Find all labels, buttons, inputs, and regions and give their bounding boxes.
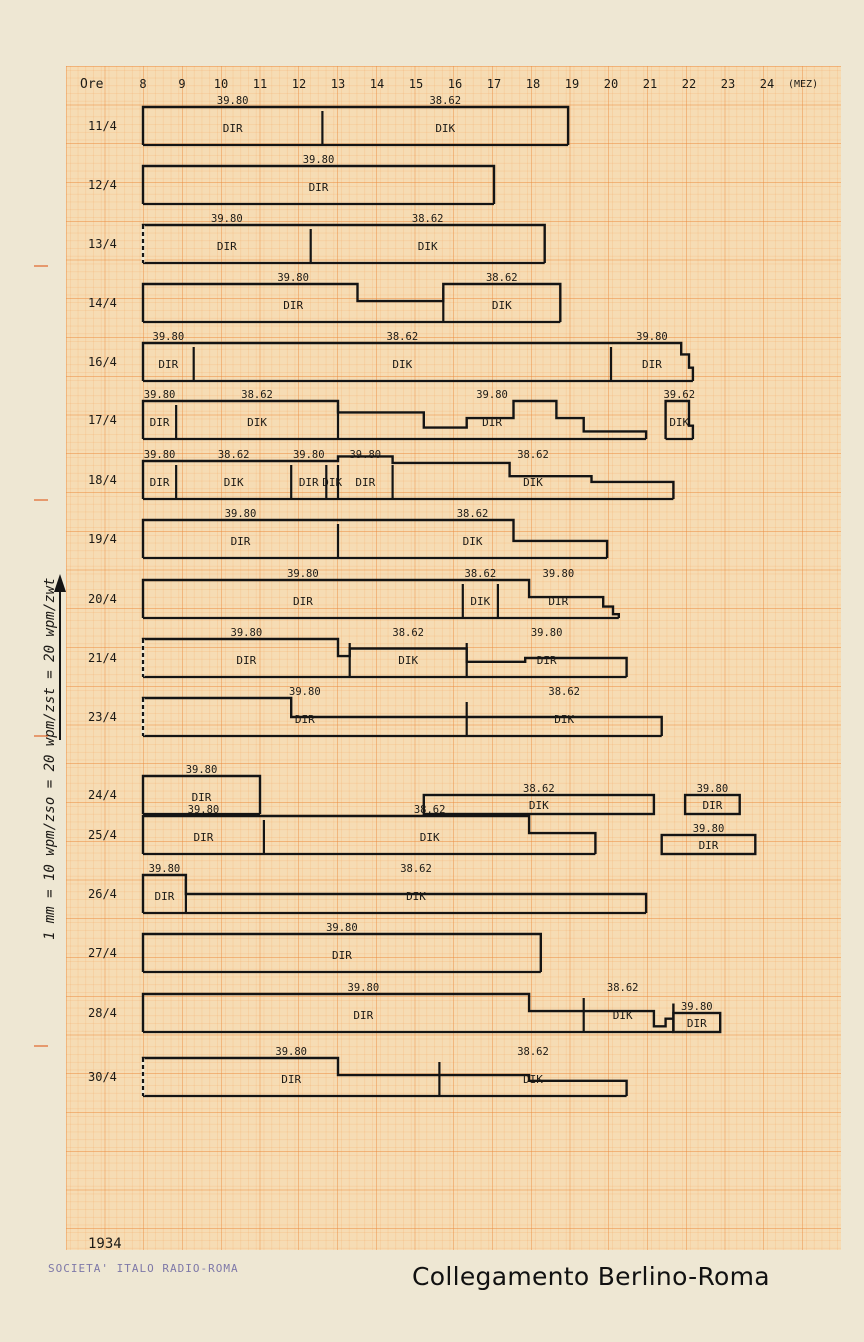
segment-frequency: 38.62 [241,389,273,401]
segment-frequency: 38.62 [464,568,497,580]
grid-pattern [66,66,841,1250]
segment-frequency: 39.80 [275,1046,308,1058]
x-tick-label: 19 [564,77,580,91]
segment-label: DIR [222,121,243,135]
segment-label: DIK [528,799,549,812]
x-axis-unit: (MEZ) [788,79,819,90]
segment-label: DIK [247,415,268,429]
segment-frequency: 38.62 [485,272,518,284]
segment-label: DIR [154,889,175,903]
segment-frequency: 38.62 [217,449,250,461]
segment-label: DIK [554,712,575,726]
day-date-label: 13/4 [88,237,117,251]
segment-label: DIR [536,653,557,667]
x-tick-label: 13 [330,77,346,91]
segment-label: DIR [281,1072,302,1086]
segment-label: DIR [158,357,179,371]
day-date-label: 24/4 [88,788,117,802]
segment-frequency: 38.62 [413,804,446,816]
segment-label: DIR [331,948,352,962]
segment-label: DIR [308,180,329,194]
segment-label: DIK [523,475,543,489]
day-date-label: 19/4 [88,532,117,546]
segment-frequency: 38.62 [548,686,581,698]
segment-frequency: 39.80 [302,154,335,166]
segment-frequency: 39.80 [185,764,218,776]
segment-frequency: 39.80 [326,922,358,934]
day-date-label: 27/4 [88,946,117,960]
segment-frequency: 39.80 [692,823,725,835]
day-date-label: 17/4 [88,413,117,427]
segment-frequency: 39.80 [224,508,257,520]
segment-frequency: 38.62 [456,508,489,520]
day-date-label: 11/4 [88,119,117,133]
segment-frequency: 39.80 [636,331,668,343]
segment-frequency: 38.62 [606,982,639,994]
x-tick-label: 14 [369,77,385,91]
day-date-label: 28/4 [88,1006,117,1020]
segment-label: DIR [355,475,376,489]
segment-label: DIR [236,653,257,667]
segment-label: DIR [482,415,502,429]
segment-frequency: 39.80 [187,804,220,816]
x-tick-label: 11 [252,77,268,91]
segment-frequency: 39.80 [148,863,181,875]
segment-label: DIR [149,415,170,429]
day-date-label: 21/4 [88,651,117,665]
segment-frequency: 39.80 [143,449,176,461]
segment-frequency: 39.80 [476,389,508,401]
segment-label: DIK [669,415,690,429]
segment-label: DIK [406,889,426,903]
segment-label: DIR [283,298,304,312]
segment-frequency: 39.80 [696,783,729,795]
segment-frequency: 38.62 [429,95,462,107]
segment-label: DIR [686,1017,707,1030]
segment-label: DIR [298,475,319,489]
segment-frequency: 39.80 [216,95,249,107]
segment-label: DIK [398,653,419,667]
segment-frequency: 39.80 [143,389,176,401]
chart-title: Collegamento Berlino-Roma [412,1262,770,1291]
segment-frequency: 39.80 [542,568,575,580]
x-tick-label: 9 [178,77,186,91]
segment-frequency: 38.62 [400,863,432,875]
segment-label: DIK [417,239,438,253]
segment-frequency: 39.80 [347,982,380,994]
segment-frequency: 39.80 [277,272,309,284]
segment-label: DIR [230,534,251,548]
segment-frequency: 39.80 [289,686,321,698]
segment-label: DIK [491,298,512,312]
segment-label: DIR [548,594,569,608]
segment-label: DIK [223,475,244,489]
segment-frequency: 39.80 [287,568,319,580]
segment-label: DIR [292,594,313,608]
scale-note: 1 mm = 10 wpm/zso = 20 wpm/zst = 20 wpm/zwt [42,577,58,940]
x-tick-label: 24 [759,77,775,91]
x-tick-label: 12 [291,77,307,91]
x-tick-label: 23 [720,77,736,91]
x-tick-label: 8 [139,77,147,91]
x-tick-label: 18 [525,77,541,91]
day-date-label: 14/4 [88,296,117,310]
segment-frequency: 39.80 [230,627,263,639]
segment-frequency: 38.62 [386,331,419,343]
segment-frequency: 39.80 [349,449,382,461]
x-tick-label: 16 [447,77,463,91]
day-date-label: 12/4 [88,178,117,192]
segment-label: DIR [702,799,723,812]
segment-frequency: 39.62 [663,389,696,401]
side-note [34,266,66,1046]
segment-label: DIR [149,475,170,489]
company-stamp: SOCIETA' ITALO RADIO-ROMA [48,1262,239,1275]
segment-frequency: 38.62 [411,213,444,225]
segment-frequency: 39.80 [530,627,563,639]
day-date-label: 23/4 [88,710,117,724]
day-date-label: 30/4 [88,1070,117,1084]
segment-label: DIK [612,1008,633,1022]
segment-label: DIR [698,839,719,852]
segment-label: DIK [470,594,491,608]
day-date-label: 18/4 [88,473,117,487]
segment-label: DIR [193,830,214,844]
segment-label: DIR [216,239,237,253]
x-tick-label: 22 [681,77,697,91]
segment-frequency: 39.80 [292,449,325,461]
segment-label: DIR [353,1008,374,1022]
segment-label: DIK [435,121,456,135]
segment-frequency: 39.80 [680,1001,713,1013]
segment-label: DIR [294,712,315,726]
x-axis-label: Ore [80,77,104,92]
x-tick-label: 17 [486,77,502,91]
segment-frequency: 38.62 [392,627,425,639]
segment-label: DIR [642,357,662,371]
x-tick-label: 10 [213,77,229,91]
day-date-label: 16/4 [88,355,117,369]
segment-frequency: 38.62 [523,783,555,795]
x-tick-label: 20 [603,77,619,91]
segment-label: DIK [419,830,440,844]
segment-label: DIR [191,790,212,804]
segment-label: DIK [462,534,483,548]
segment-frequency: 38.62 [517,449,549,461]
segment-frequency: 39.80 [211,213,243,225]
day-date-label: 25/4 [88,828,117,842]
segment-label: DIK [523,1072,543,1086]
segment-frequency: 39.80 [152,331,185,343]
year-label: 1934 [88,1236,122,1252]
day-date-label: 20/4 [88,592,117,606]
segment-label: DIK [392,357,413,371]
segment-frequency: 38.62 [517,1046,549,1058]
segment-label: DIK [322,475,343,489]
x-tick-label: 21 [642,77,658,91]
day-date-label: 26/4 [88,887,117,901]
x-tick-label: 15 [408,77,424,91]
